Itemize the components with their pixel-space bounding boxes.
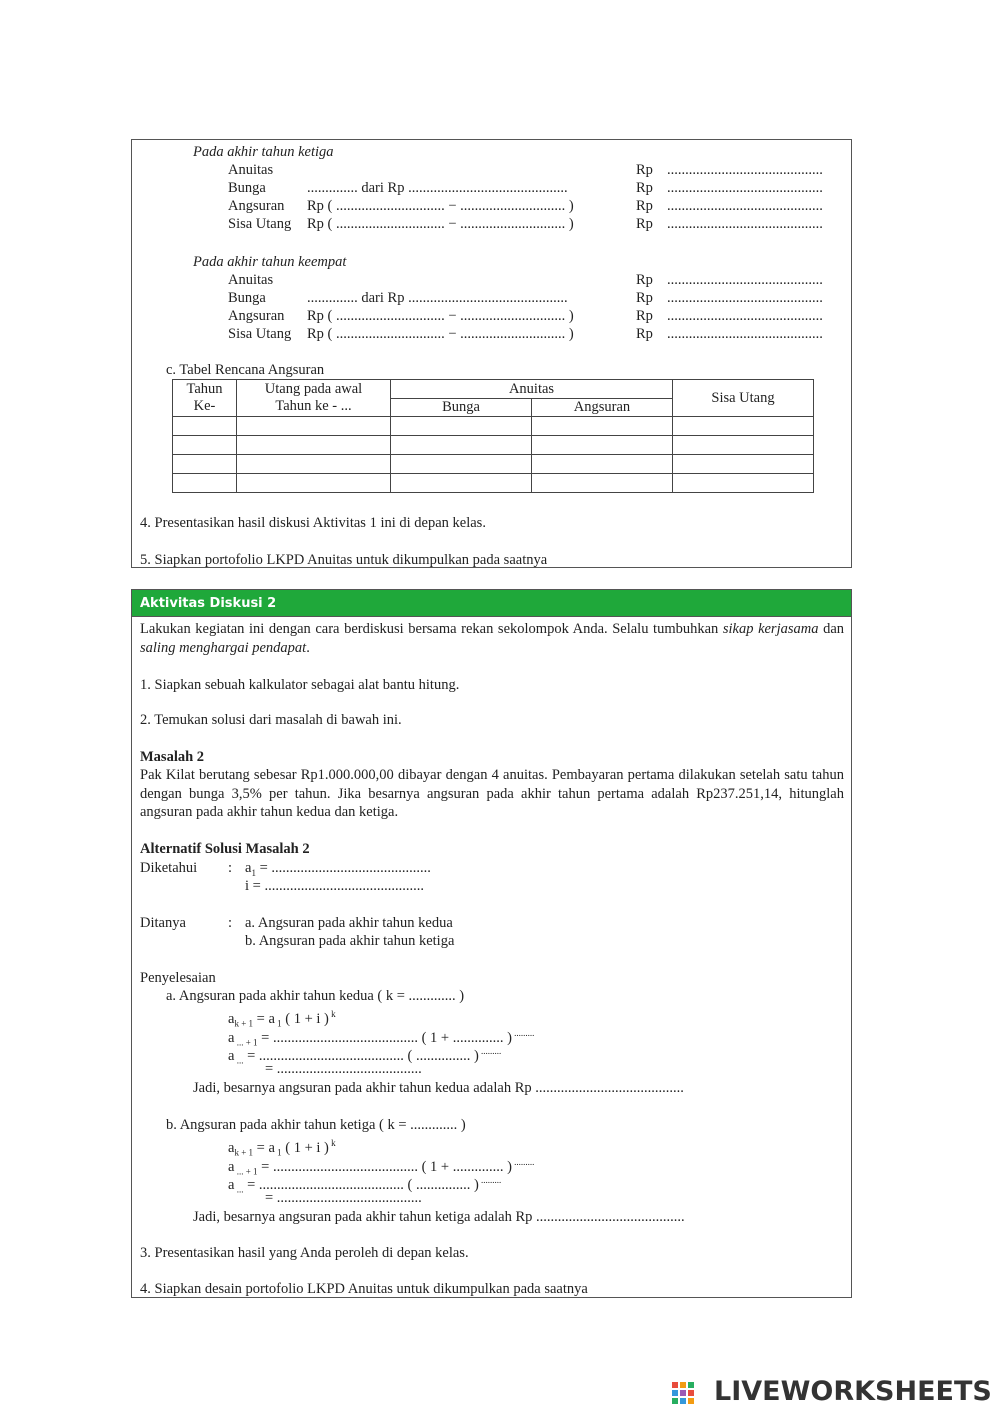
year3-sisa-label: Sisa Utang bbox=[228, 216, 292, 232]
year3-angsuran-blank[interactable]: ........................................... bbox=[667, 198, 823, 214]
activity-2-banner: Aktivitas Diskusi 2 bbox=[132, 590, 851, 617]
i-line[interactable]: i = ............................................ bbox=[245, 878, 424, 894]
table-cell[interactable] bbox=[532, 436, 673, 455]
year4-sisa-label: Sisa Utang bbox=[228, 326, 292, 342]
step-5-text: 5. Siapkan portofolio LKPD Anuitas untuk dikumpulkan pada saatnya bbox=[140, 552, 548, 568]
table-cell[interactable] bbox=[391, 455, 532, 474]
activity-1-box bbox=[131, 139, 852, 568]
year4-anuitas-rp: Rp bbox=[636, 272, 653, 288]
year3-anuitas-label: Anuitas bbox=[228, 162, 274, 178]
step-4b-text: 4. Siapkan desain portofolio LKPD Anuitas untuk dikumpulkan pada saatnya bbox=[140, 1281, 588, 1297]
activity-2-box bbox=[131, 589, 852, 1298]
table-cell[interactable] bbox=[237, 417, 391, 436]
year4-bunga-label: Bunga bbox=[228, 290, 266, 306]
ditanya-label: Ditanya bbox=[140, 915, 186, 931]
table-cell[interactable] bbox=[173, 455, 237, 474]
header-tahun: Tahun Ke- bbox=[173, 380, 237, 417]
ditanya-b: b. Angsuran pada akhir tahun ketiga bbox=[245, 933, 455, 949]
table-row bbox=[173, 436, 814, 455]
year3-bunga-blank[interactable]: ........................................... bbox=[667, 180, 823, 196]
liveworksheets-logo-icon bbox=[672, 1382, 712, 1404]
solution-b-conclusion[interactable]: Jadi, besarnya angsuran pada akhir tahun ketiga adalah Rp ......................................... bbox=[193, 1209, 685, 1225]
year3-angsuran-label: Angsuran bbox=[228, 198, 285, 214]
table-cell[interactable] bbox=[237, 455, 391, 474]
header-angsuran: Angsuran bbox=[532, 399, 673, 417]
ditanya-a: a. Angsuran pada akhir tahun kedua bbox=[245, 915, 453, 931]
year3-sisa-rp: Rp bbox=[636, 216, 653, 232]
penyelesaian-label: Penyelesaian bbox=[140, 970, 216, 986]
solution-b-step3[interactable]: a $_{...}$ = ........................................ ( ............... ) ......... bbox=[228, 1175, 502, 1195]
masalah-title: Masalah 2 bbox=[140, 749, 205, 765]
intro-paragraph: Lakukan kegiatan ini dengan cara berdiskusi bersama rekan sekolompok Anda. Selalu tumbuhkan sikap kerjasama dan saling menghargai pendapat. bbox=[140, 621, 845, 656]
solution-b-formula: $a_{k + 1} = a$ $_1$ ( 1 + i ) $^k$ bbox=[228, 1138, 336, 1158]
year4-sisa-formula[interactable]: Rp ( .............................. − ............................. ) bbox=[307, 326, 574, 342]
table-cell[interactable] bbox=[173, 436, 237, 455]
year3-sisa-formula[interactable]: Rp ( .............................. − ............................. ) bbox=[307, 216, 574, 232]
year3-anuitas-blank[interactable]: ........................................... bbox=[667, 162, 823, 178]
header-utang: Utang pada awal Tahun ke - ... bbox=[237, 380, 391, 417]
step-1-text: 1. Siapkan sebuah kalkulator sebagai alat bantu hitung. bbox=[140, 677, 460, 693]
solution-a-title[interactable]: a. Angsuran pada akhir tahun kedua ( k = ............. ) bbox=[166, 988, 465, 1004]
year4-sisa-rp: Rp bbox=[636, 326, 653, 342]
year4-angsuran-rp: Rp bbox=[636, 308, 653, 324]
a1-line[interactable]: $a_1$ = ............................................ bbox=[245, 860, 431, 878]
solution-a-step2[interactable]: a $_{... + 1}$ = ........................................ ( 1 + .............. ) ......... bbox=[228, 1028, 535, 1048]
year3-bunga-rp: Rp bbox=[636, 180, 653, 196]
table-cell[interactable] bbox=[673, 436, 814, 455]
solution-b-step2[interactable]: a $_{... + 1}$ = ........................................ ( 1 + .............. ) ......... bbox=[228, 1157, 535, 1177]
table-row bbox=[173, 417, 814, 436]
year4-heading: Pada akhir tahun keempat bbox=[193, 254, 347, 270]
table-cell[interactable] bbox=[532, 455, 673, 474]
table-cell[interactable] bbox=[673, 455, 814, 474]
table-cell[interactable] bbox=[673, 474, 814, 493]
solution-a-formula: $a_{k + 1} = a$ $_1$ ( 1 + i ) $^k$ bbox=[228, 1009, 336, 1029]
year3-bunga-label: Bunga bbox=[228, 180, 266, 196]
header-anuitas: Anuitas bbox=[391, 380, 673, 399]
diketahui-label: Diketahui bbox=[140, 860, 198, 876]
header-bunga: Bunga bbox=[391, 399, 532, 417]
diketahui-colon: : bbox=[228, 860, 233, 876]
installment-plan-table bbox=[172, 379, 814, 493]
year4-bunga-blank[interactable]: ........................................... bbox=[667, 290, 823, 306]
year4-bunga-rp: Rp bbox=[636, 290, 653, 306]
year4-angsuran-label: Angsuran bbox=[228, 308, 285, 324]
step-4-text: 4. Presentasikan hasil diskusi Aktivitas 1 ini di depan kelas. bbox=[140, 515, 486, 531]
year4-angsuran-formula[interactable]: Rp ( .............................. − ............................. ) bbox=[307, 308, 574, 324]
table-title: c. Tabel Rencana Angsuran bbox=[166, 362, 325, 378]
step-2-text: 2. Temukan solusi dari masalah di bawah ini. bbox=[140, 712, 402, 728]
table-cell[interactable] bbox=[173, 417, 237, 436]
table-cell[interactable] bbox=[532, 417, 673, 436]
table-row bbox=[173, 474, 814, 493]
table-cell[interactable] bbox=[391, 474, 532, 493]
year3-bunga-formula[interactable]: .............. dari Rp ............................................ bbox=[307, 180, 568, 196]
year3-heading: Pada akhir tahun ketiga bbox=[193, 144, 334, 160]
ditanya-colon: : bbox=[228, 915, 233, 931]
table-cell[interactable] bbox=[391, 436, 532, 455]
year4-angsuran-blank[interactable]: ........................................... bbox=[667, 308, 823, 324]
masalah-text: Pak Kilat berutang sebesar Rp1.000.000,00 dibayar dengan 4 anuitas. Pembayaran pertama dilakukan setelah satu tahun dengan bunga 3,5% per tahun. Jika besarnya angsuran pada akhir tahun pertama adalah Rp237.251,14, hitunglah angsuran pada akhir tahun kedua dan ketiga. bbox=[140, 767, 844, 820]
solution-a-conclusion[interactable]: Jadi, besarnya angsuran pada akhir tahun kedua adalah Rp ......................................... bbox=[193, 1080, 684, 1096]
solution-a-step3[interactable]: a $_{...}$ = ........................................ ( ............... ) ......... bbox=[228, 1046, 502, 1066]
year3-anuitas-rp: Rp bbox=[636, 162, 653, 178]
year4-anuitas-label: Anuitas bbox=[228, 272, 274, 288]
table-cell[interactable] bbox=[673, 417, 814, 436]
table-cell[interactable] bbox=[173, 474, 237, 493]
header-sisa-utang: Sisa Utang bbox=[673, 380, 814, 417]
solution-b-title[interactable]: b. Angsuran pada akhir tahun ketiga ( k = ............. ) bbox=[166, 1117, 466, 1133]
liveworksheets-logo: LIVEWORKSHEETS bbox=[714, 1376, 992, 1407]
year3-angsuran-formula[interactable]: Rp ( .............................. − ............................. ) bbox=[307, 198, 574, 214]
alt-solusi-title: Alternatif Solusi Masalah 2 bbox=[140, 841, 310, 857]
table-cell[interactable] bbox=[391, 417, 532, 436]
step-3-text: 3. Presentasikan hasil yang Anda peroleh di depan kelas. bbox=[140, 1245, 469, 1261]
year3-angsuran-rp: Rp bbox=[636, 198, 653, 214]
solution-a-step4[interactable]: = ........................................ bbox=[265, 1061, 422, 1077]
year4-bunga-formula[interactable]: .............. dari Rp ............................................ bbox=[307, 290, 568, 306]
table-cell[interactable] bbox=[532, 474, 673, 493]
year4-anuitas-blank[interactable]: ........................................... bbox=[667, 272, 823, 288]
table-row bbox=[173, 455, 814, 474]
table-cell[interactable] bbox=[237, 474, 391, 493]
year4-sisa-blank[interactable]: ........................................... bbox=[667, 326, 823, 342]
year3-sisa-blank[interactable]: ........................................... bbox=[667, 216, 823, 232]
solution-b-step4[interactable]: = ........................................ bbox=[265, 1190, 422, 1206]
table-cell[interactable] bbox=[237, 436, 391, 455]
